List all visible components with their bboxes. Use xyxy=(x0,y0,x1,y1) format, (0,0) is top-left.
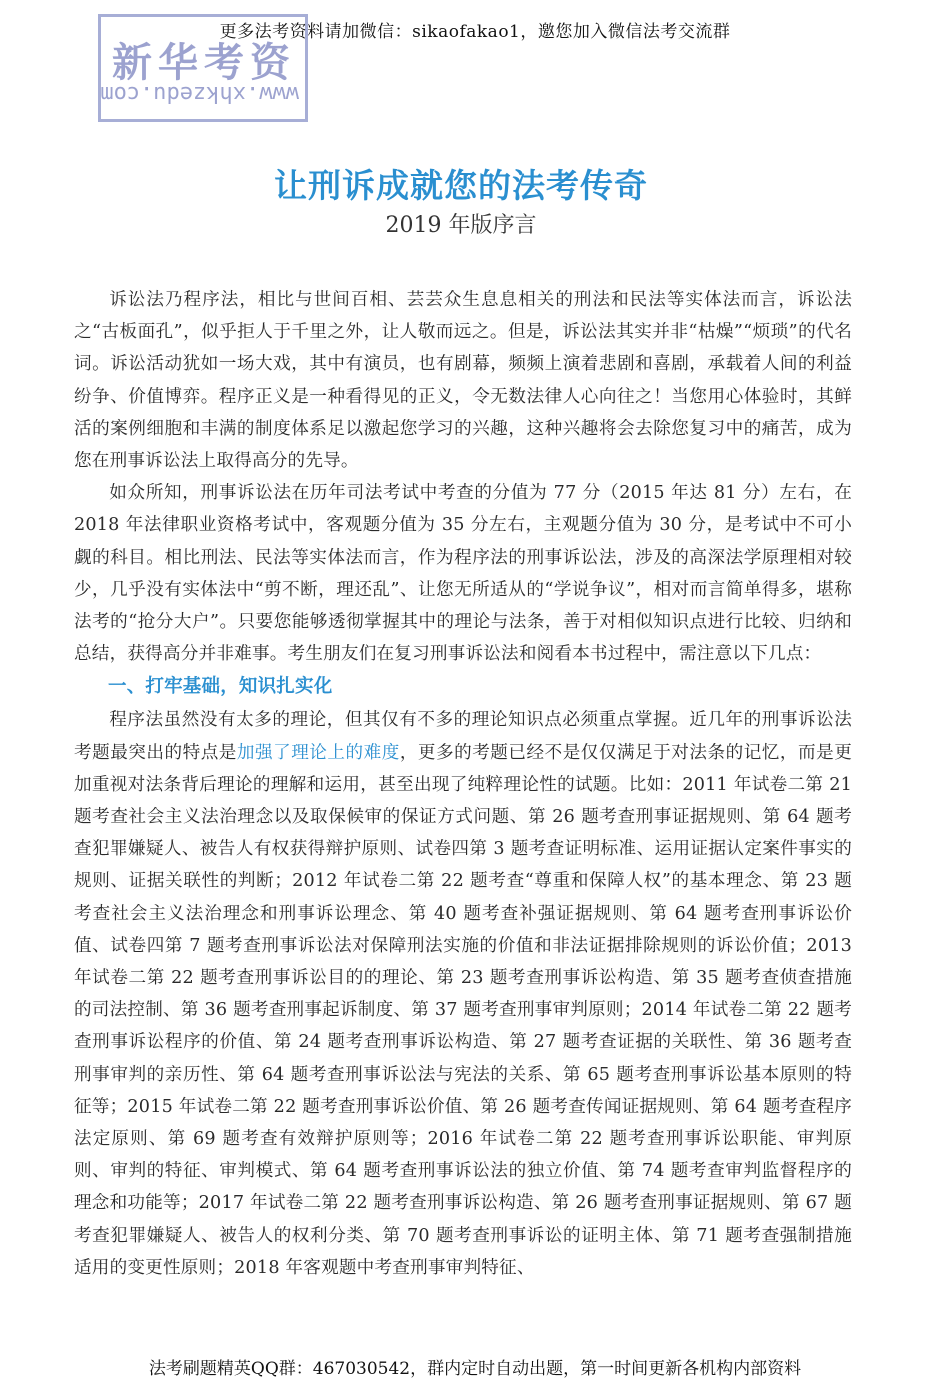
paragraph-3 xyxy=(74,704,852,1284)
bottom-banner: 法考刷题精英QQ群：467030542，群内定时自动出题，第一时间更新各机构内部资料 xyxy=(148,1359,802,1379)
publisher-stamp xyxy=(98,14,308,122)
top-banner: 更多法考资料请加微信：sikaofakao1，邀您加入微信法考交流群 xyxy=(219,22,731,42)
paragraph-1: 诉讼法乃程序法，相比与世间百相、芸芸众生息息相关的刑法和民法等实体法而言，诉讼法之“古板面孔”，似乎拒人于千里之外，让人敬而远之。但是，诉讼法其实并非“枯燥”“烦琐”的代名词。诉讼活动犹如一场大戏，其中有演员，也有剧幕，频频上演着悲剧和喜剧，承载着人间的利益纷争、价值博弈。程序正义是一种看得见的正义，令无数法律人心向往之！当您用心体验时，其鲜活的案例细胞和丰满的制度体系足以激起您学习的兴趣，这种兴趣将会去除您复习中的痛苦，成为您在刑事诉讼法上取得高分的先导。 xyxy=(74,290,852,472)
paragraph-2: 如众所知，刑事诉讼法在历年司法考试中考查的分值为 77 分（2015 年达 81 分）左右，在 2018 年法律职业资格考试中，客观题分值为 35 分左右，主观题分值为 30 分，是考试中不可小觑的科目。相比刑法、民法等实体法而言，作为程序法的刑事诉讼法，涉及的高深法学原理相对较少，几乎没有实体法中“剪不断，理还乱”、让您无所适从的“学说争议”，相对而言简单得多，堪称法考的“抢分大户”。只要您能够透彻掌握其中的理论与法条，善于对相似知识点进行比较、归纳和总结，获得高分并非难事。考生朋友们在复习刑事诉讼法和阅看本书过程中，需注意以下几点： xyxy=(74,483,852,665)
paragraph-3-rest: ，更多的考题已经不是仅仅满足于对法条的记忆，而是更加重视对法条背后理论的理解和运用，甚至出现了纯粹理论性的试题。比如：2011 年试卷二第 21 题考查社会主义法治理念以及取保候审的保证方式问题、第 26 题考查刑事证据规则、第 64 题考查犯罪嫌疑人、被告人有权获得辩护原则、试卷四第 3 题考查证明标准、运用证据认定案件事实的规则、证据关联性的判断；2012 年试卷二第 22 题考查“尊重和保障人权”的基本理念、第 23 题考查社会主义法治理念和刑事诉讼理念、第 40 题考查补强证据规则、第 64 题考查刑事诉讼价值、试卷四第 7 题考查刑事诉讼法对保障刑法实施的价值和非法证据排除规则的诉讼价值；2013 年试卷二第 22 题考查刑事诉讼目的的理论、第 23 题考查刑事诉讼构造、第 35 题考查侦查措施的司法控制、第 36 题考查刑事起诉制度、第 37 题考查刑事审判原则；2014 年试卷二第 22 题考查刑事诉讼程序的价值、第 24 题考查刑事诉讼构造、第 27 题考查证据的关联性、第 36 题考查刑事审判的亲历性、第 64 题考查刑事诉讼法与宪法的关系、第 65 题考查刑事诉讼基本原则的特征等；2015 年试卷二第 22 题考查刑事诉讼价值、第 26 题考查传闻证据规则、第 64 题考查程序法定原则、第 69 题考查有效辩护原则等；2016 年试卷二第 22 题考查刑事诉讼职能、审判原则、审判的特征、审判模式、第 64 题考查刑事诉讼法的独立价值、第 74 题考查审判监督程序的理念和功能等；2017 年试卷二第 22 题考查刑事诉讼构造、第 26 题考查刑事证据规则、第 67 题考查犯罪嫌疑人、被告人的权利分类、第 70 题考查刑事诉讼的证明主体、第 71 题考查强制措施适用的变更性原则；2018 年客观题中考查刑事审判特征、 xyxy=(74,742,852,1278)
body-text xyxy=(74,284,852,1284)
stamp-url: www.xhkzedu.com xyxy=(100,81,299,106)
paragraph-3-start: 程序法虽然没有太多的理论，但其仅有不多的理论知识点必须重点掌握。近几年的刑事诉讼法考题最突出的特点是 xyxy=(74,710,852,763)
highlighted-phrase: 加强了理论上的难度 xyxy=(236,742,400,763)
section-heading-1: 一、打牢基础，知识扎实化 xyxy=(108,676,333,698)
page-subtitle: 2019 年版序言 xyxy=(385,213,537,238)
page-title: 让刑诉成就您的法考传奇 xyxy=(274,166,648,205)
stamp-text: 新华考资 xyxy=(112,39,296,86)
